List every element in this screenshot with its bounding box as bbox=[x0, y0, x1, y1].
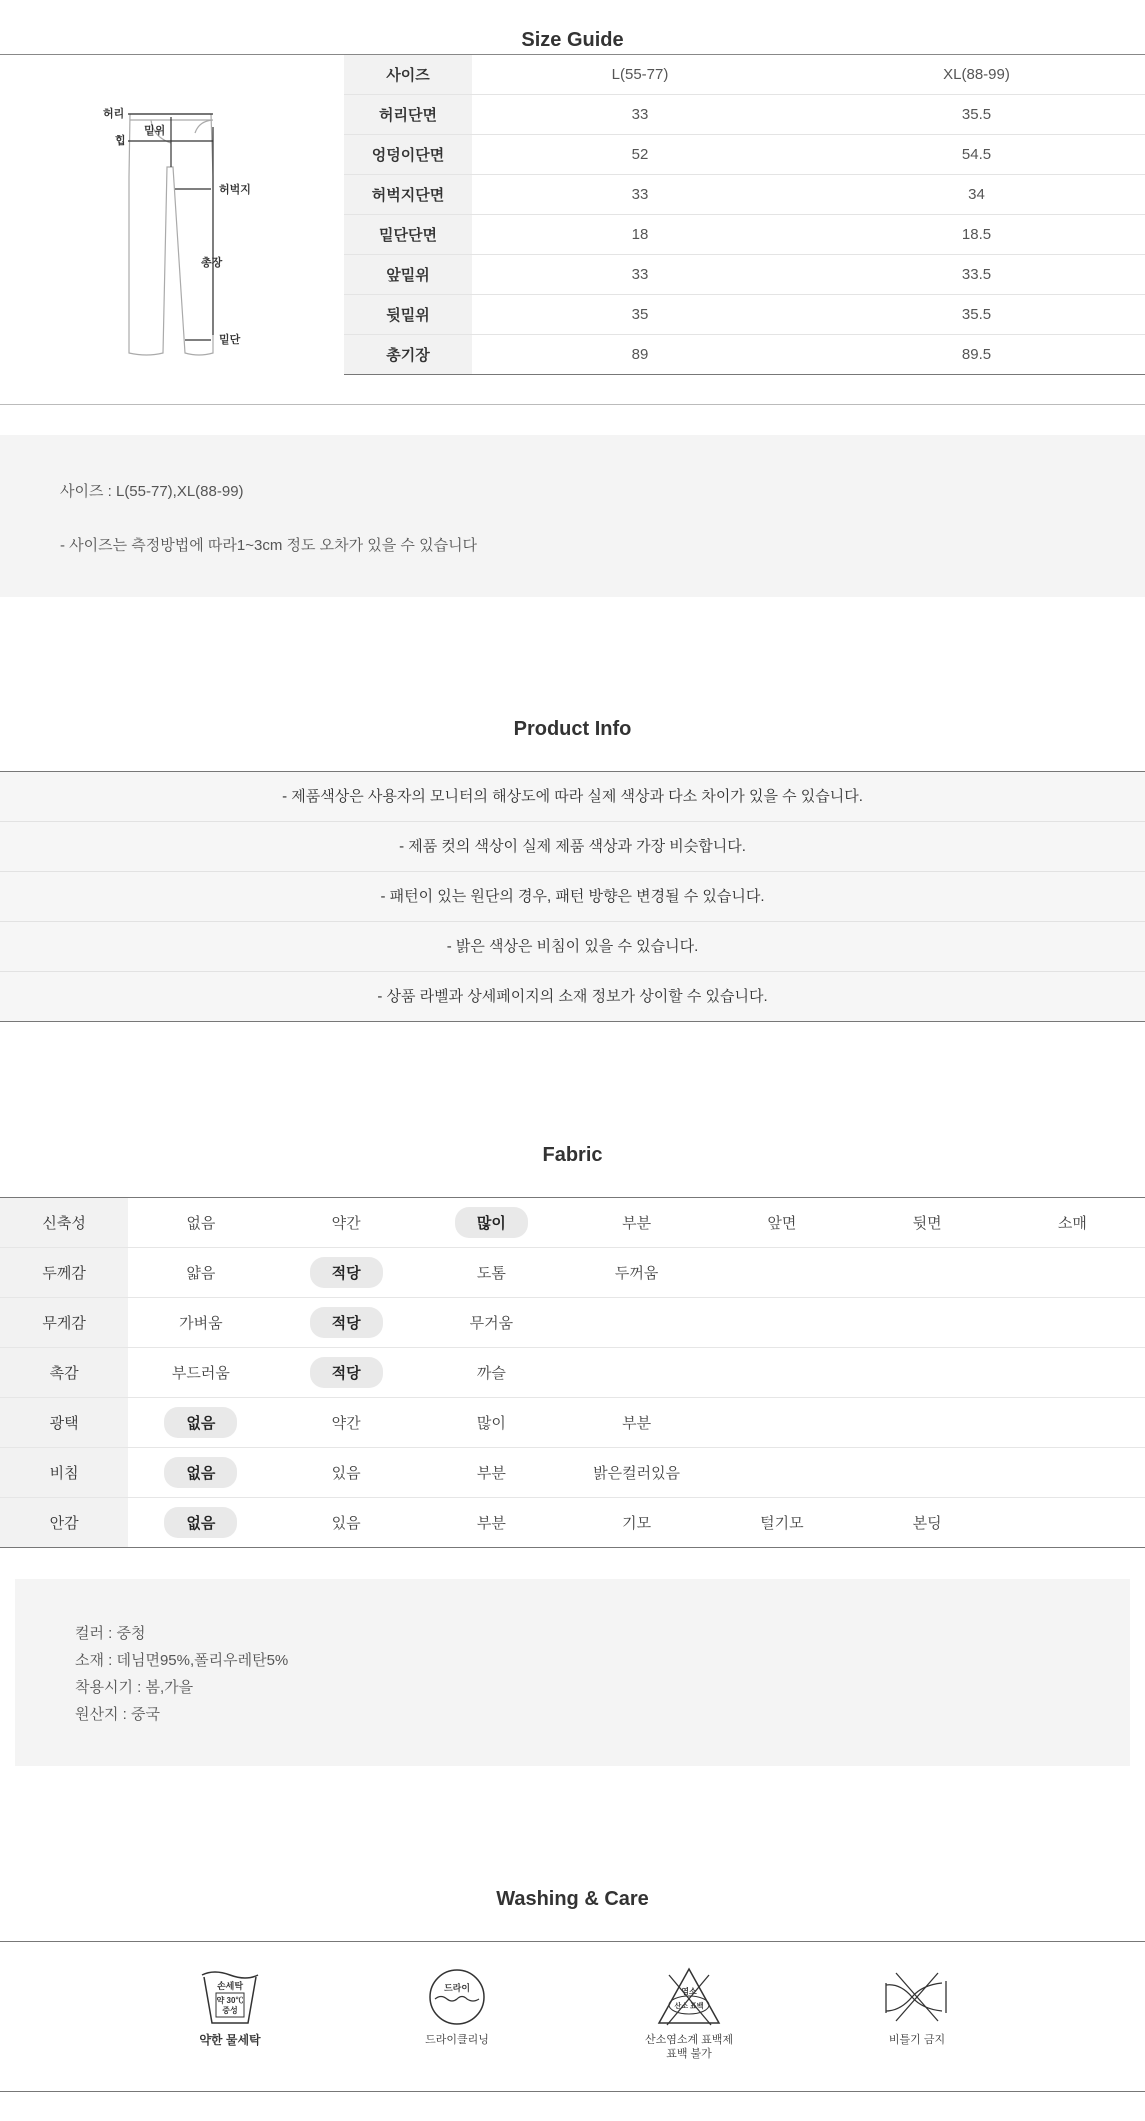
fabric-option-label: 부분 bbox=[622, 1415, 652, 1432]
fabric-row bbox=[0, 1248, 1145, 1298]
hip-label: 힙 bbox=[115, 135, 126, 147]
fabric-option-label: 부분 bbox=[476, 1465, 506, 1482]
fabric-option bbox=[854, 1498, 999, 1548]
fabric-option bbox=[273, 1298, 418, 1348]
wash-label: 산소염소계 표백제 표백 불가 bbox=[644, 2034, 734, 2060]
fabric-row-label: 신축성 bbox=[0, 1198, 128, 1248]
table-row bbox=[344, 295, 1145, 335]
fabric-option-label: 있음 bbox=[331, 1465, 361, 1482]
row-label: 뒷밑위 bbox=[344, 295, 472, 335]
fabric-row bbox=[0, 1398, 1145, 1448]
fabric-table bbox=[0, 1197, 1145, 1548]
cell: 18 bbox=[472, 215, 808, 255]
hand-wash-icon-text: 손세탁 bbox=[216, 1981, 244, 1991]
fabric-option bbox=[419, 1398, 564, 1448]
fabric-color: 컬러 : 중청 bbox=[75, 1625, 146, 1642]
fabric-option-label: 있음 bbox=[331, 1515, 361, 1532]
fabric-info-box bbox=[15, 1579, 1130, 1766]
wash-item-bleach bbox=[614, 1965, 764, 2061]
fabric-option bbox=[419, 1298, 564, 1348]
cell: 34 bbox=[808, 175, 1145, 215]
fabric-option bbox=[128, 1448, 273, 1498]
hand-wash-detergent-text: 중성 bbox=[222, 2006, 238, 2015]
fabric-option bbox=[564, 1348, 709, 1398]
list-item: - 패턴이 있는 원단의 경우, 패턴 방향은 변경될 수 있습니다. bbox=[0, 872, 1145, 922]
size-header-label: 사이즈 bbox=[344, 55, 472, 95]
row-label: 엉덩이단면 bbox=[344, 135, 472, 175]
divider bbox=[0, 2091, 1145, 2092]
wash-item-dry-clean bbox=[382, 1965, 532, 2047]
cell: 54.5 bbox=[808, 135, 1145, 175]
list-item: - 밝은 색상은 비침이 있을 수 있습니다. bbox=[0, 922, 1145, 972]
fabric-option-selected: 없음 bbox=[164, 1507, 237, 1538]
fabric-option bbox=[1000, 1448, 1145, 1498]
fabric-option bbox=[128, 1398, 273, 1448]
fabric-option bbox=[419, 1198, 564, 1248]
fabric-option bbox=[273, 1398, 418, 1448]
fabric-option bbox=[709, 1198, 854, 1248]
fabric-option-label: 가벼움 bbox=[179, 1315, 223, 1332]
fabric-option bbox=[564, 1498, 709, 1548]
cell: 33 bbox=[472, 95, 808, 135]
fabric-option bbox=[419, 1498, 564, 1548]
fabric-option bbox=[1000, 1398, 1145, 1448]
fabric-option bbox=[854, 1398, 999, 1448]
fabric-option bbox=[273, 1348, 418, 1398]
fabric-option bbox=[1000, 1298, 1145, 1348]
fabric-option-selected: 적당 bbox=[310, 1257, 383, 1288]
fabric-option bbox=[564, 1298, 709, 1348]
fabric-option bbox=[854, 1198, 999, 1248]
fabric-option bbox=[273, 1248, 418, 1298]
size-column-xl: XL(88-99) bbox=[808, 55, 1145, 95]
fabric-row bbox=[0, 1498, 1145, 1548]
fabric-row-label: 비침 bbox=[0, 1448, 128, 1498]
cell: 52 bbox=[472, 135, 808, 175]
fabric-option bbox=[128, 1248, 273, 1298]
fabric-row bbox=[0, 1348, 1145, 1398]
fabric-option-label: 소매 bbox=[1057, 1215, 1087, 1232]
fabric-option bbox=[419, 1448, 564, 1498]
fabric-option bbox=[709, 1248, 854, 1298]
oxygen-bleach-icon bbox=[655, 1965, 723, 2029]
table-row bbox=[344, 135, 1145, 175]
fabric-option-label: 두꺼움 bbox=[614, 1265, 659, 1282]
list-item: - 제품색상은 사용자의 모니터의 해상도에 따라 실제 색상과 다소 차이가 있을 수 있습니다. bbox=[0, 772, 1145, 822]
fabric-option-label: 부드러움 bbox=[171, 1365, 230, 1382]
cell: 35.5 bbox=[808, 295, 1145, 335]
pants-diagram bbox=[95, 97, 285, 372]
fabric-option-label: 없음 bbox=[186, 1215, 216, 1232]
cell: 33 bbox=[472, 255, 808, 295]
cell: 33.5 bbox=[808, 255, 1145, 295]
fabric-option bbox=[564, 1248, 709, 1298]
row-label: 총기장 bbox=[344, 335, 472, 375]
cell: 89.5 bbox=[808, 335, 1145, 375]
fabric-option-label: 약간 bbox=[331, 1215, 361, 1232]
fabric-option bbox=[709, 1298, 854, 1348]
size-guide-title: Size Guide bbox=[521, 29, 624, 51]
size-note-sizes: 사이즈 : L(55-77),XL(88-99) bbox=[60, 483, 244, 500]
bleach-icon-text-1: 염소 bbox=[681, 1987, 697, 1996]
fabric-option bbox=[1000, 1198, 1145, 1248]
fabric-option-selected: 적당 bbox=[310, 1307, 383, 1338]
fabric-option bbox=[273, 1448, 418, 1498]
fabric-option-label: 부분 bbox=[476, 1515, 506, 1532]
fabric-option bbox=[709, 1448, 854, 1498]
washing-title: Washing & Care bbox=[496, 1888, 649, 1910]
fabric-option bbox=[128, 1198, 273, 1248]
cell: 18.5 bbox=[808, 215, 1145, 255]
table-row bbox=[344, 215, 1145, 255]
length-label: 총장 bbox=[201, 257, 223, 269]
fabric-option-label: 도톰 bbox=[476, 1265, 506, 1282]
table-row bbox=[344, 175, 1145, 215]
dry-clean-icon-text: 드라이 bbox=[443, 1983, 471, 1993]
fabric-option-selected: 많이 bbox=[455, 1207, 528, 1238]
fabric-option bbox=[128, 1498, 273, 1548]
cell: 89 bbox=[472, 335, 808, 375]
fabric-option-label: 본딩 bbox=[912, 1515, 942, 1532]
divider bbox=[0, 404, 1145, 405]
product-info-title: Product Info bbox=[513, 718, 632, 740]
thigh-label: 허벅지 bbox=[219, 184, 251, 196]
fabric-option bbox=[1000, 1248, 1145, 1298]
fabric-option-label: 약간 bbox=[331, 1415, 361, 1432]
table-row bbox=[344, 255, 1145, 295]
fabric-option bbox=[419, 1348, 564, 1398]
fabric-option bbox=[273, 1198, 418, 1248]
fabric-origin: 원산지 : 중국 bbox=[75, 1706, 160, 1723]
hand-wash-icon bbox=[198, 1965, 262, 2029]
fabric-option bbox=[128, 1348, 273, 1398]
fabric-option bbox=[854, 1448, 999, 1498]
fabric-option-label: 앞면 bbox=[767, 1215, 797, 1232]
fabric-option bbox=[564, 1448, 709, 1498]
wash-item-hand-wash bbox=[155, 1965, 305, 2047]
fabric-row-label: 촉감 bbox=[0, 1348, 128, 1398]
list-item: - 상품 라벨과 상세페이지의 소재 정보가 상이할 수 있습니다. bbox=[0, 972, 1145, 1021]
fabric-option bbox=[1000, 1498, 1145, 1548]
fabric-option bbox=[854, 1248, 999, 1298]
fabric-row-label: 안감 bbox=[0, 1498, 128, 1548]
fabric-option bbox=[564, 1398, 709, 1448]
fabric-row-label: 광택 bbox=[0, 1398, 128, 1448]
fabric-option-label: 부분 bbox=[622, 1215, 652, 1232]
fabric-material: 소재 : 데님면95%,폴리우레탄5% bbox=[75, 1652, 289, 1669]
fabric-option-selected: 없음 bbox=[164, 1407, 237, 1438]
fabric-row bbox=[0, 1448, 1145, 1498]
size-note-tolerance: - 사이즈는 측정방법에 따라1~3cm 정도 오차가 있을 수 있습니다 bbox=[60, 537, 478, 554]
cell: 35.5 bbox=[808, 95, 1145, 135]
fabric-option bbox=[1000, 1348, 1145, 1398]
fabric-option-label: 많이 bbox=[476, 1415, 506, 1432]
row-label: 밑단단면 bbox=[344, 215, 472, 255]
product-info-list bbox=[0, 771, 1145, 1022]
table-row bbox=[344, 95, 1145, 135]
dry-clean-icon bbox=[425, 1965, 489, 2029]
fabric-option bbox=[419, 1248, 564, 1298]
fabric-option-label: 얇음 bbox=[186, 1265, 216, 1282]
fabric-option bbox=[709, 1498, 854, 1548]
fabric-option-label: 털기모 bbox=[760, 1515, 804, 1532]
list-item: - 제품 컷의 색상이 실제 제품 색상과 가장 비슷합니다. bbox=[0, 822, 1145, 872]
fabric-option-label: 까슬 bbox=[476, 1365, 506, 1382]
wash-label: 비틀기 금지 bbox=[888, 2034, 946, 2046]
fabric-row bbox=[0, 1198, 1145, 1248]
row-label: 허벅지단면 bbox=[344, 175, 472, 215]
wash-label: 드라이클리닝 bbox=[425, 2034, 489, 2046]
size-column-l: L(55-77) bbox=[472, 55, 808, 95]
fabric-season: 착용시기 : 봄,가을 bbox=[75, 1679, 194, 1696]
fabric-row-label: 무게감 bbox=[0, 1298, 128, 1348]
size-header-row bbox=[344, 55, 1145, 95]
fabric-option bbox=[854, 1298, 999, 1348]
fabric-option-label: 기모 bbox=[622, 1515, 652, 1532]
fabric-option bbox=[709, 1398, 854, 1448]
waist-label: 허리 bbox=[103, 108, 125, 120]
fabric-option-label: 뒷면 bbox=[912, 1215, 942, 1232]
size-table bbox=[344, 55, 1145, 375]
fabric-option bbox=[854, 1348, 999, 1398]
fabric-option-label: 무거움 bbox=[469, 1315, 514, 1332]
fabric-option bbox=[564, 1198, 709, 1248]
table-row bbox=[344, 335, 1145, 375]
fabric-option-label: 밝은컬러있음 bbox=[593, 1465, 681, 1482]
fabric-option-selected: 없음 bbox=[164, 1457, 237, 1488]
fabric-option bbox=[273, 1498, 418, 1548]
wash-label: 약한 물세탁 bbox=[199, 2033, 261, 2047]
fabric-option bbox=[709, 1348, 854, 1398]
wash-item-no-wring bbox=[842, 1965, 992, 2047]
cell: 33 bbox=[472, 175, 808, 215]
no-wring-icon bbox=[882, 1965, 952, 2029]
fabric-row bbox=[0, 1298, 1145, 1348]
fabric-title: Fabric bbox=[542, 1144, 603, 1166]
fabric-option-selected: 적당 bbox=[310, 1357, 383, 1388]
rise-label: 밑위 bbox=[144, 125, 166, 137]
size-note-box bbox=[0, 435, 1145, 597]
fabric-option bbox=[128, 1298, 273, 1348]
bleach-icon-text-2: 산소 표백 bbox=[674, 2003, 704, 2010]
hem-label: 밑단 bbox=[219, 334, 241, 346]
cell: 35 bbox=[472, 295, 808, 335]
row-label: 앞밑위 bbox=[344, 255, 472, 295]
divider bbox=[0, 1941, 1145, 1942]
hand-wash-temp-text: 약 30℃ bbox=[216, 1996, 244, 2005]
fabric-row-label: 두께감 bbox=[0, 1248, 128, 1298]
row-label: 허리단면 bbox=[344, 95, 472, 135]
